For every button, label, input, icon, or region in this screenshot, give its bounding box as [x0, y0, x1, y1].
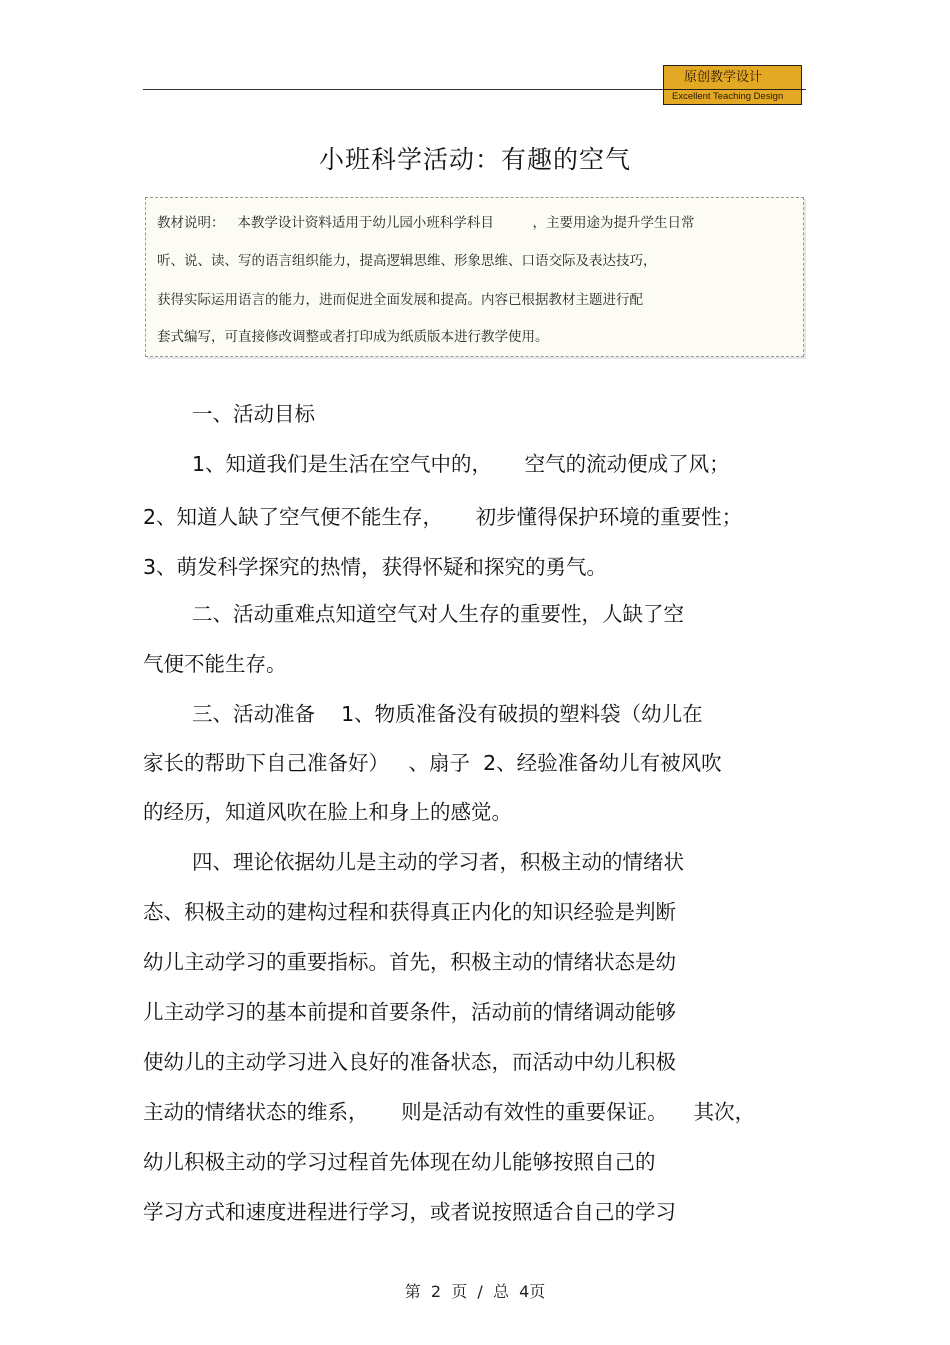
note-line: 获得实际运用语言的能力，进而促进全面发展和提高。内容已根据教材主题进行配 [157, 292, 643, 308]
body-line: 幼儿积极主动的学习过程首先体现在幼儿能够按照自己的 [143, 1150, 656, 1174]
section-heading-preparation: 三、活动准备 1、物质准备没有破损的塑料袋（幼儿在 [192, 702, 703, 726]
body-line: 3、萌发科学探究的热情，获得怀疑和探究的勇气。 [143, 555, 608, 579]
section-heading-goals: 一、活动目标 [192, 402, 315, 426]
body-line: 2、知道人缺了空气便不能生存， 初步懂得保护环境的重要性； [143, 505, 743, 529]
section-heading-key-points: 二、活动重难点知道空气对人生存的重要性，人缺了空 [192, 602, 684, 626]
material-note-box [145, 197, 804, 357]
body-line: 主动的情绪状态的维系， 则是活动有效性的重要保证。 其次， [143, 1100, 756, 1124]
note-line: 教材说明： 本教学设计资料适用于幼儿园小班科学科目 ，主要用途为提升学生日常 [157, 215, 695, 231]
body-line: 儿主动学习的基本前提和首要条件，活动前的情绪调动能够 [143, 1000, 676, 1024]
body-line: 学习方式和速度进程进行学习，或者说按照适合自己的学习 [143, 1200, 676, 1224]
body-line: 幼儿主动学习的重要指标。首先，积极主动的情绪状态是幼 [143, 950, 676, 974]
page-number: 第 2 页 / 总 4页 [404, 1282, 546, 1301]
body-line: 1、知道我们是生活在空气中的， 空气的流动便成了风； [192, 452, 730, 476]
body-line: 气便不能生存。 [143, 652, 287, 676]
note-line: 听、说、读、写的语言组织能力，提高逻辑思维、形象思维、口语交际及表达技巧， [157, 253, 657, 269]
note-line: 套式编写，可直接修改调整或者打印成为纸质版本进行教学使用。 [157, 329, 549, 345]
body-line: 态、积极主动的建构过程和获得真正内化的知识经验是判断 [143, 900, 676, 924]
header-badge [663, 65, 802, 105]
badge-cn-text: 原创教学设计 [664, 66, 801, 90]
body-line: 家长的帮助下自己准备好） 、扇子 2、经验准备幼儿有被风吹 [143, 751, 722, 775]
badge-en-text: Excellent Teaching Design [664, 90, 801, 104]
section-heading-theory: 四、理论依据幼儿是主动的学习者，积极主动的情绪状 [192, 850, 684, 874]
body-line: 的经历，知道风吹在脸上和身上的感觉。 [143, 800, 512, 824]
body-line: 使幼儿的主动学习进入良好的准备状态，而活动中幼儿积极 [143, 1050, 676, 1074]
document-title: 小班科学活动：有趣的空气 [318, 145, 631, 174]
